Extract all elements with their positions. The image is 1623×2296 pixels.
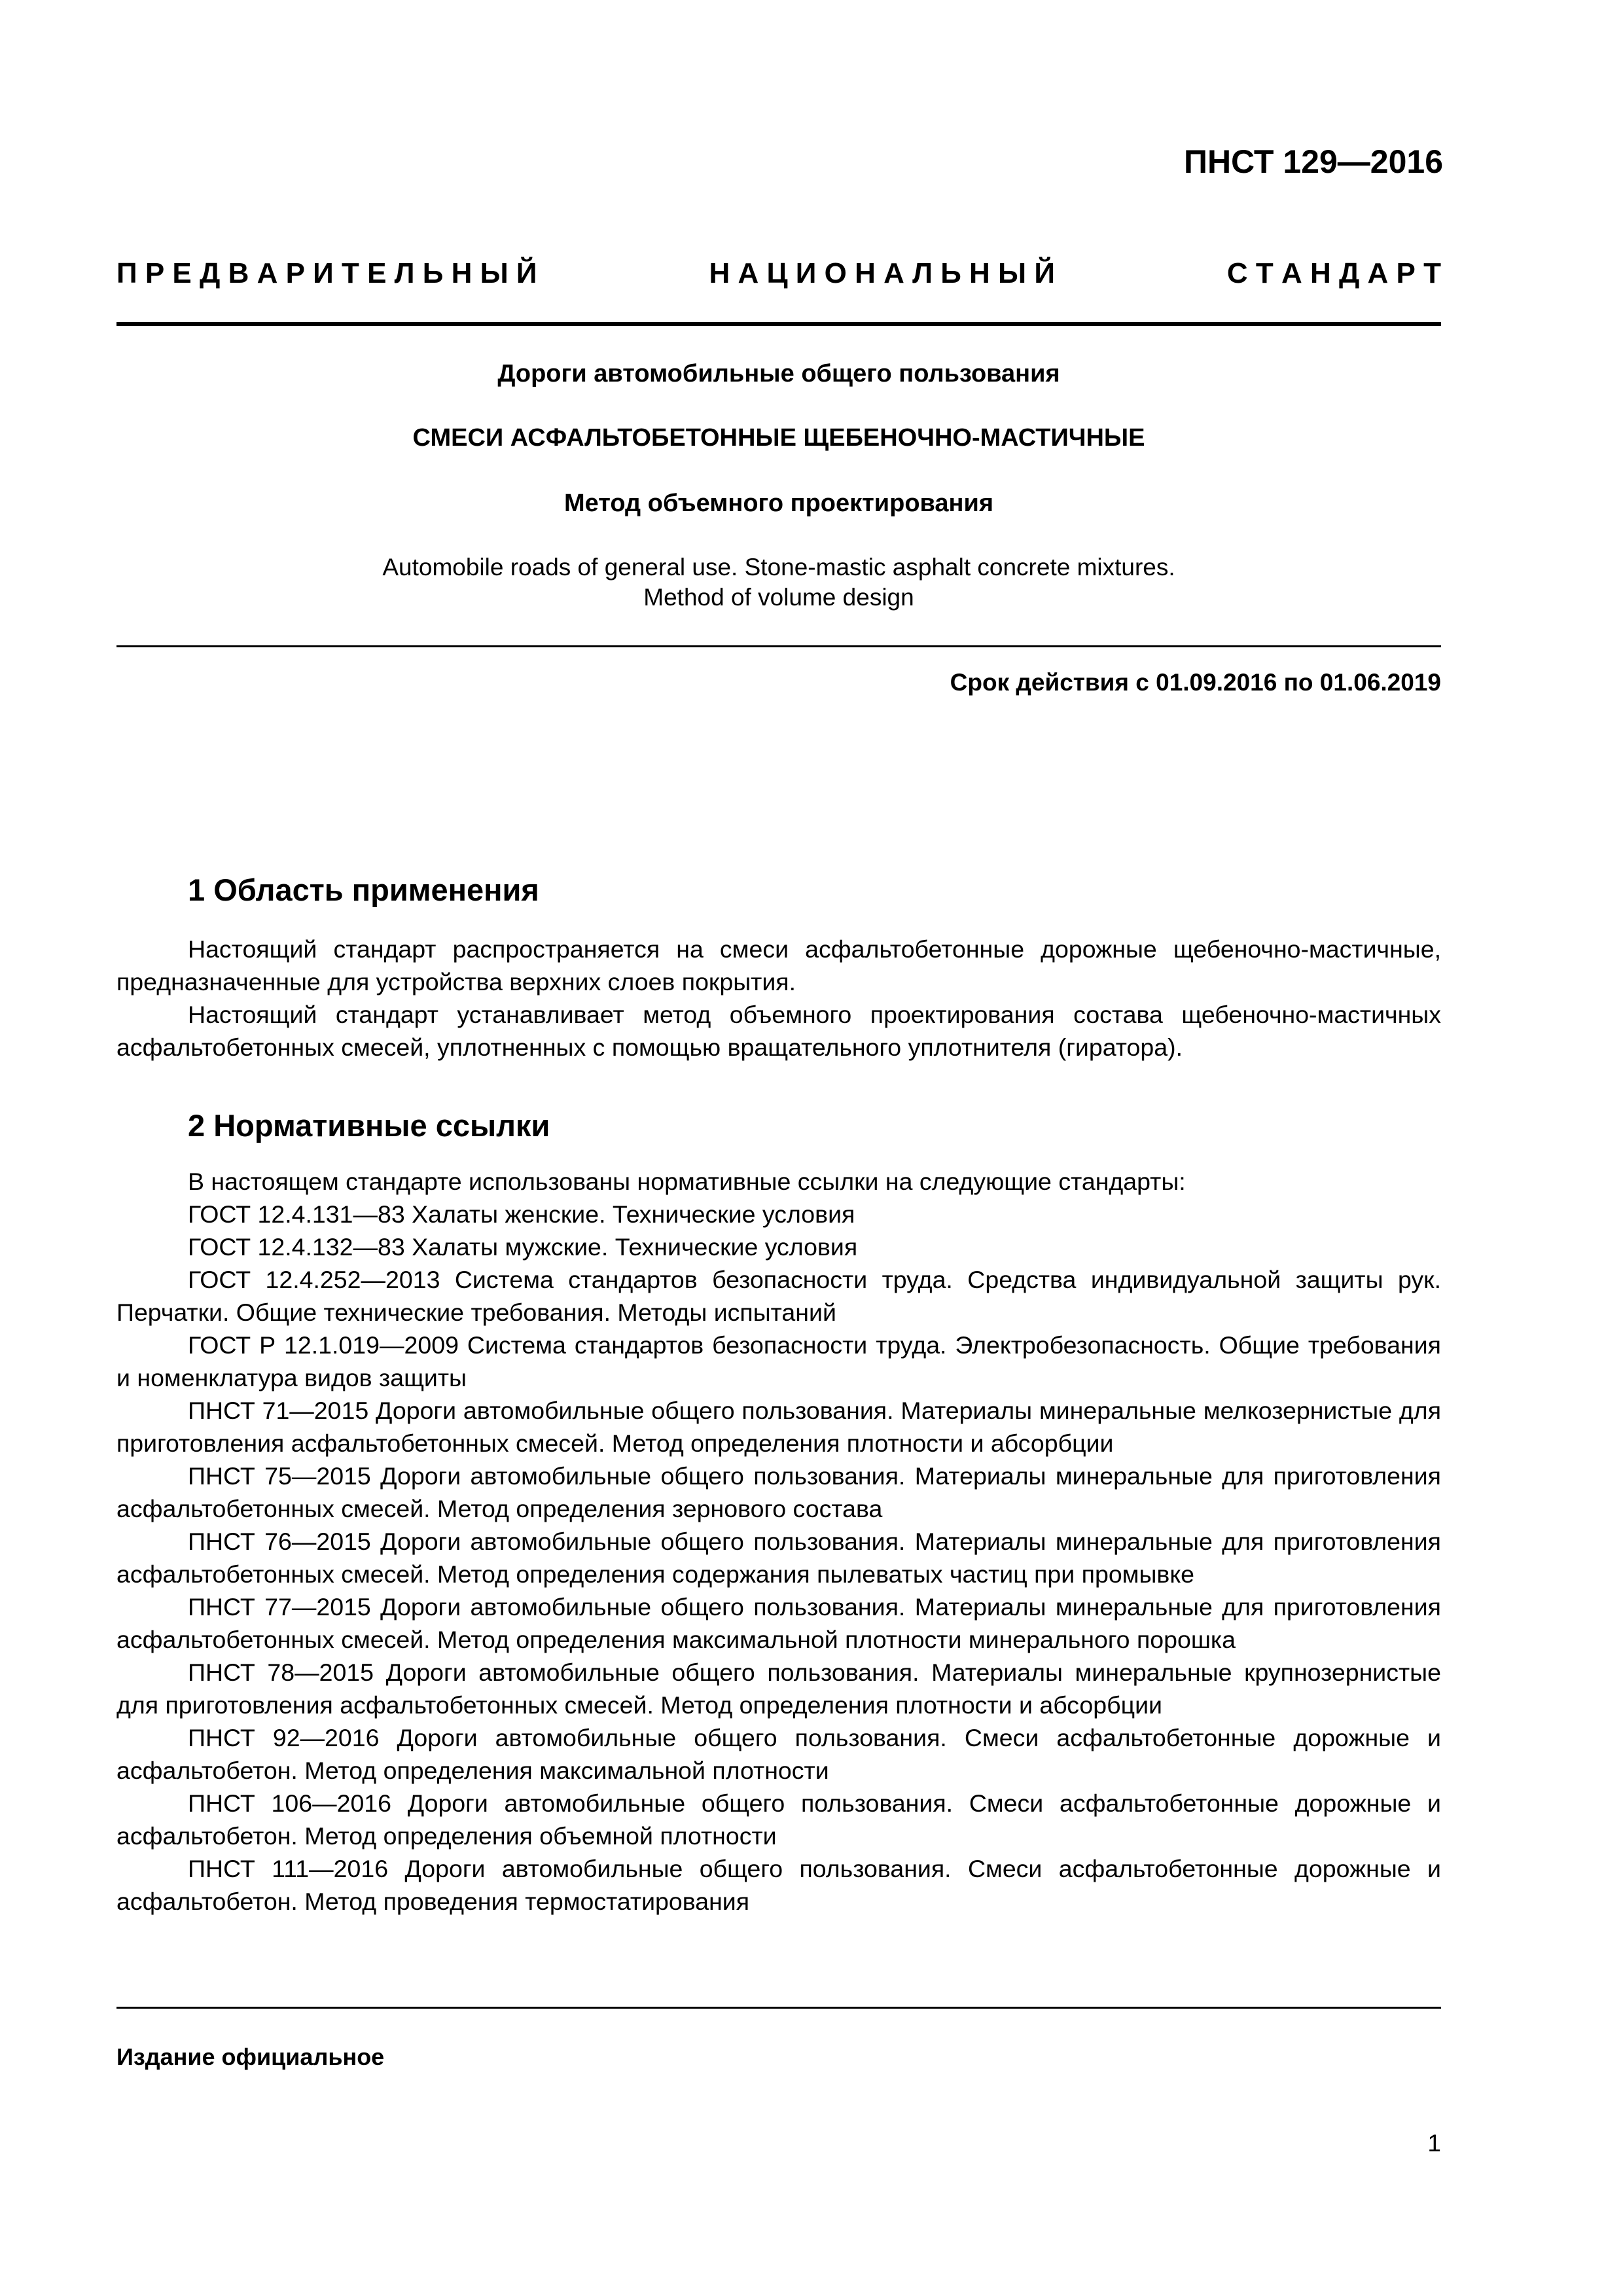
doc-type-word: П Р Е Д В А Р И Т Е Л Ь Н Ы Й bbox=[116, 257, 537, 289]
reference-intro: В настоящем стандарте использованы нормативные ссылки на следующие стандарты: bbox=[188, 1168, 1186, 1195]
title-line-1: Дороги автомобильные общего пользования bbox=[497, 360, 1060, 387]
english-title bbox=[116, 552, 1441, 613]
document-type-heading bbox=[116, 254, 1441, 293]
doc-type-word: Н А Ц И О Н А Л Ь Н Ы Й bbox=[709, 257, 1055, 289]
reference-item: ГОСТ 12.4.131—83 Халаты женские. Технические условия bbox=[188, 1200, 855, 1228]
reference-item: ГОСТ 12.4.252—2013 Система стандартов безопасности труда. Средства индивидуальной защиты рук. Перчатки. Общие технические требования. Методы испытаний bbox=[116, 1266, 1441, 1326]
reference-item: ПНСТ 78—2015 Дороги автомобильные общего пользования. Материалы минеральные крупнозернистые для приготовления асфальтобетонных смесей. Метод определения плотности и абсорбции bbox=[116, 1659, 1441, 1719]
section-1-paragraph: Настоящий стандарт распространяется на смеси асфальтобетонные дорожные щебеночно-мастичные, предназначенные для устройства верхних слоев покрытия. bbox=[116, 935, 1441, 996]
section-1-body bbox=[116, 933, 1441, 1064]
page-number: 1 bbox=[1427, 2130, 1441, 2157]
reference-item: ПНСТ 76—2015 Дороги автомобильные общего пользования. Материалы минеральные для приготовления асфальтобетонных смесей. Метод определения содержания пылеватых частиц при промывке bbox=[116, 1528, 1441, 1588]
title-block bbox=[116, 359, 1441, 389]
reference-item: ПНСТ 77—2015 Дороги автомобильные общего пользования. Материалы минеральные для приготовления асфальтобетонных смесей. Метод определения максимальной плотности минерального порошка bbox=[116, 1593, 1441, 1653]
section-2-body bbox=[116, 1165, 1441, 1918]
title-line-2: СМЕСИ АСФАЛЬТОБЕТОННЫЕ ЩЕБЕНОЧНО-МАСТИЧНЫЕ bbox=[412, 424, 1145, 452]
section-1-paragraph: Настоящий стандарт устанавливает метод объемного проектирования состава щебеночно-мастичных асфальтобетонных смесей, уплотненных с помощью вращательного уплотнителя (гиратора). bbox=[116, 1001, 1441, 1061]
reference-item: ГОСТ Р 12.1.019—2009 Система стандартов безопасности труда. Электробезопасность. Общие требования и номенклатура видов защиты bbox=[116, 1331, 1441, 1391]
english-title-line-2: Method of volume design bbox=[643, 584, 914, 611]
title-block-sub bbox=[116, 488, 1441, 518]
title-divider bbox=[116, 645, 1441, 647]
reference-item: ПНСТ 71—2015 Дороги автомобильные общего пользования. Материалы минеральные мелкозернистые для приготовления асфальтобетонных смесей. Метод определения плотности и абсорбции bbox=[116, 1397, 1441, 1457]
reference-item: ПНСТ 111—2016 Дороги автомобильные общего пользования. Смеси асфальтобетонные дорожные и асфальтобетон. Метод проведения термостатирования bbox=[116, 1855, 1441, 1915]
header-divider bbox=[116, 322, 1441, 326]
validity-period: Срок действия с 01.09.2016 по 01.06.2019 bbox=[950, 669, 1441, 696]
official-edition-label: Издание официальное bbox=[116, 2043, 385, 2070]
section-2-heading: 2 Нормативные ссылки bbox=[188, 1108, 550, 1143]
document-number: ПНСТ 129—2016 bbox=[1184, 143, 1443, 180]
reference-item: ПНСТ 92—2016 Дороги автомобильные общего пользования. Смеси асфальтобетонные дорожные и асфальтобетон. Метод определения максимальной плотности bbox=[116, 1724, 1441, 1784]
section-1-heading: 1 Область применения bbox=[188, 872, 539, 907]
reference-item: ГОСТ 12.4.132—83 Халаты мужские. Технические условия bbox=[188, 1233, 858, 1261]
english-title-line-1: Automobile roads of general use. Stone-mastic asphalt concrete mixtures. bbox=[382, 554, 1175, 581]
doc-type-word: С Т А Н Д А Р Т bbox=[1226, 257, 1441, 289]
title-line-3: Метод объемного проектирования bbox=[563, 490, 994, 517]
reference-item: ПНСТ 106—2016 Дороги автомобильные общего пользования. Смеси асфальтобетонные дорожные и асфальтобетон. Метод определения объемной плотности bbox=[116, 1789, 1441, 1850]
reference-item: ПНСТ 75—2015 Дороги автомобильные общего пользования. Материалы минеральные для приготовления асфальтобетонных смесей. Метод определения зернового состава bbox=[116, 1462, 1441, 1522]
footer-divider bbox=[116, 2007, 1441, 2009]
title-block-main bbox=[116, 423, 1441, 453]
